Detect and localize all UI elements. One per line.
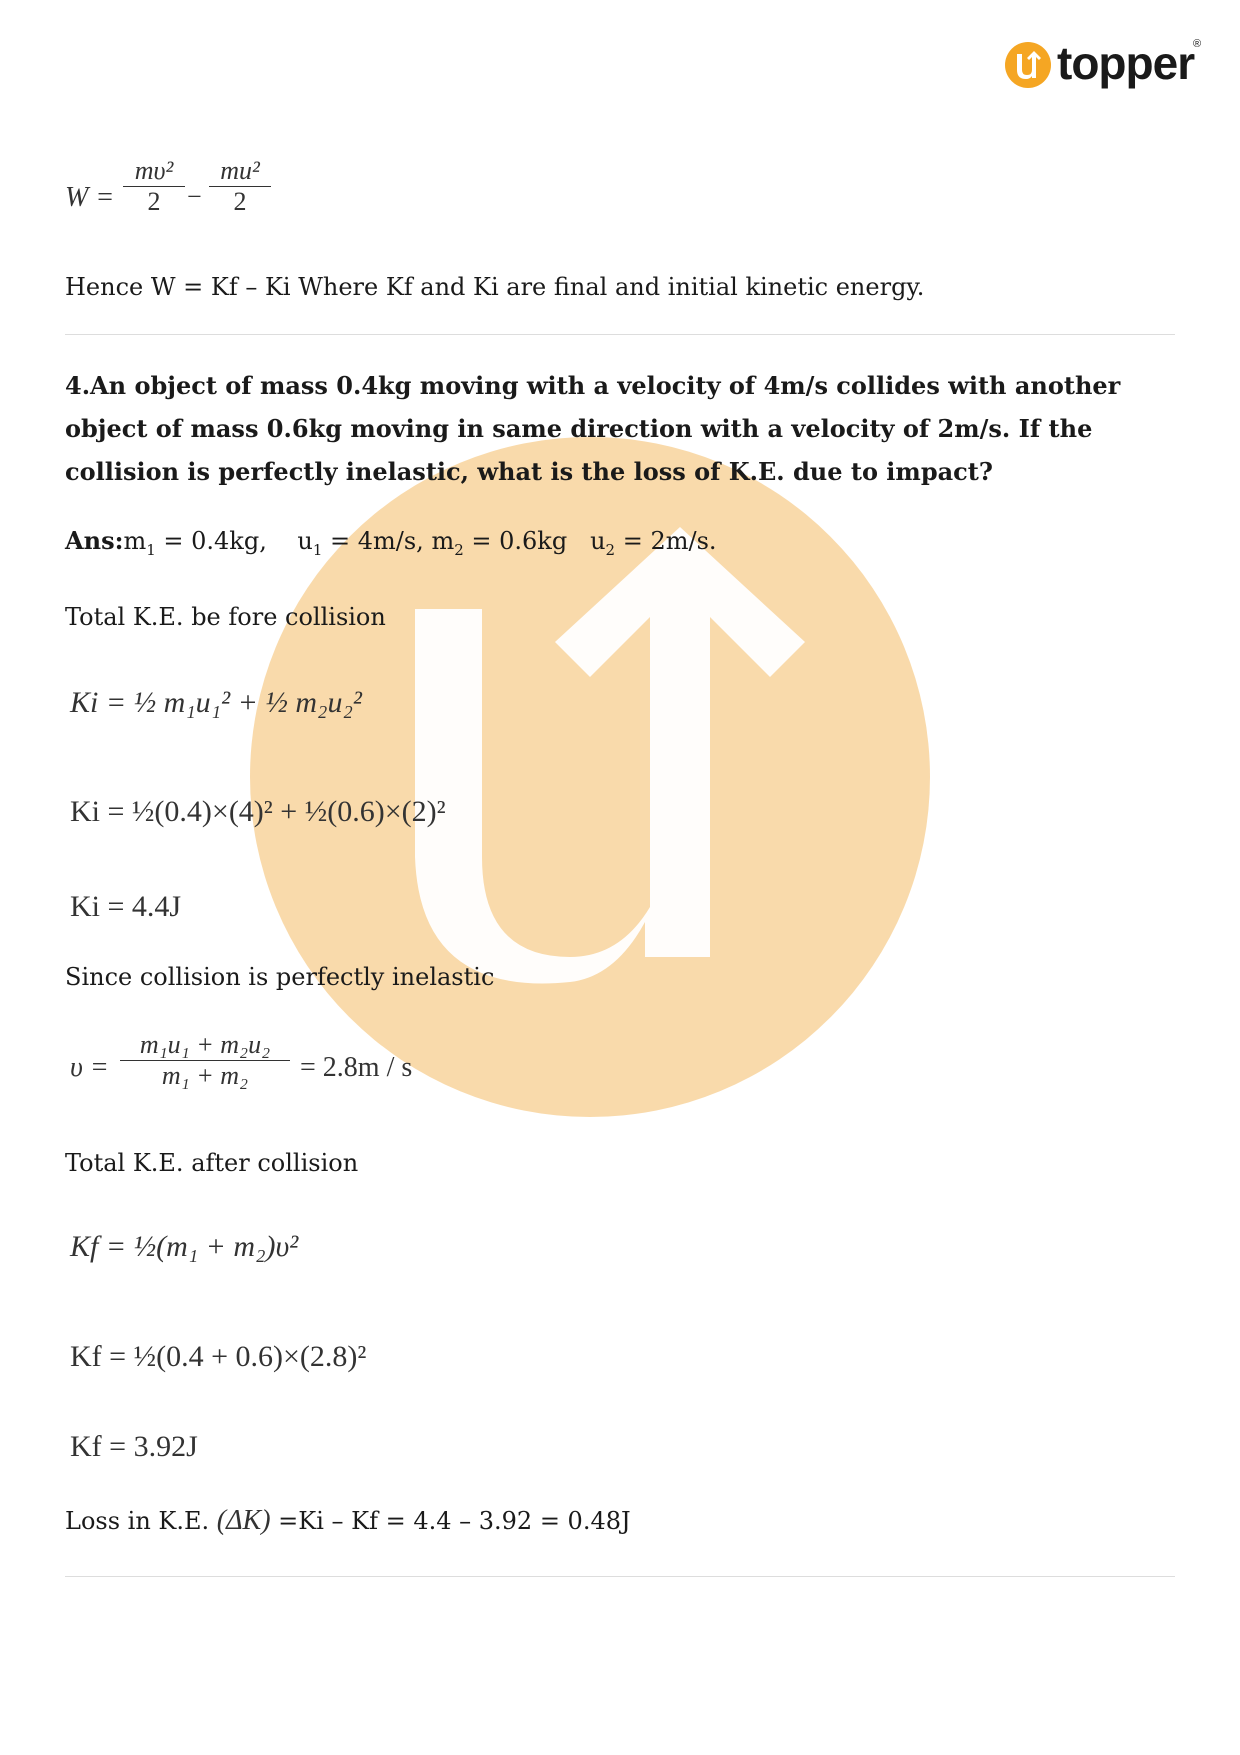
fraction-term2 bbox=[209, 156, 271, 217]
u1-value: = 4m/s, bbox=[322, 527, 424, 555]
loss-value: =Ki – Kf = 4.4 – 3.92 = 0.48J bbox=[278, 1507, 631, 1535]
u2-value: = 2m/s. bbox=[615, 527, 717, 555]
answer-line: $Ans:m_1 = 0.4kg$, $u_1 = 4m/s$, $m_2 = 0.6kg$ $u_2 = 2m/s$. bbox=[65, 526, 717, 559]
logo-text: topper bbox=[1057, 37, 1195, 89]
ki-result: Ki = 4.4J bbox=[70, 890, 182, 923]
kf-result: Kf = 3.92J bbox=[70, 1430, 198, 1463]
logo-mark-icon bbox=[1005, 42, 1051, 88]
loss-label: Loss in K.E. bbox=[65, 1507, 210, 1535]
divider-bottom bbox=[65, 1576, 1175, 1577]
loss-symbol: (ΔK) bbox=[216, 1505, 271, 1536]
term1-denominator: 2 bbox=[147, 187, 161, 216]
total-ke-before: Total K.E. be fore collision bbox=[65, 603, 386, 631]
velocity-formula: υ = m₁u₁ + m₂u₂ m₁ + m₂ = 2.8m / s bbox=[70, 1030, 413, 1090]
since-inelastic: Since collision is perfectly inelastic bbox=[65, 963, 495, 991]
fraction-term1 bbox=[123, 156, 185, 217]
hence-text: Hence W = Kf – Ki Where Kf and Ki are final and initial kinetic energy. bbox=[65, 273, 925, 301]
divider-top bbox=[65, 334, 1175, 335]
total-ke-after: Total K.E. after collision bbox=[65, 1149, 359, 1177]
m1-value: = 0.4kg, bbox=[155, 527, 267, 555]
velocity-fraction bbox=[120, 1030, 290, 1091]
kf-formula: Kf = ½(m₁ + m₂)υ² bbox=[70, 1230, 299, 1263]
velocity-denominator: m₁ + m₂ bbox=[161, 1061, 249, 1090]
term2-denominator: 2 bbox=[233, 187, 247, 216]
m2-value: = 0.6kg bbox=[463, 527, 568, 555]
ki-formula: Ki = ½ m₁u₁² + ½ m₂u₂² bbox=[70, 686, 362, 719]
velocity-numerator: m₁u₁ + m₂u₂ bbox=[139, 1030, 271, 1059]
loss-line bbox=[65, 1506, 631, 1536]
minus-sign: − bbox=[187, 182, 202, 211]
term1-numerator: mυ² bbox=[134, 156, 174, 185]
velocity-result: = 2.8m / s bbox=[300, 1052, 413, 1083]
kf-substituted: Kf = ½(0.4 + 0.6)×(2.8)² bbox=[70, 1340, 367, 1373]
answer-label: Ans: bbox=[65, 526, 124, 555]
term2-numerator: mu² bbox=[220, 156, 260, 185]
work-formula bbox=[65, 152, 285, 242]
formula-lhs: W = bbox=[65, 182, 115, 213]
question-text: 4.An object of mass 0.4kg moving with a velocity of 4m/s collides with another object of mass 0.6kg moving in same direction with a velocity of 2m/s. If the collision is perfectly inelastic, what is the loss of K.E. due to impact? bbox=[65, 371, 1121, 486]
brand-logo bbox=[1005, 36, 1215, 100]
registered-mark: ® bbox=[1193, 38, 1202, 50]
ki-substituted: Ki = ½(0.4)×(4)² + ½(0.6)×(2)² bbox=[70, 795, 446, 828]
